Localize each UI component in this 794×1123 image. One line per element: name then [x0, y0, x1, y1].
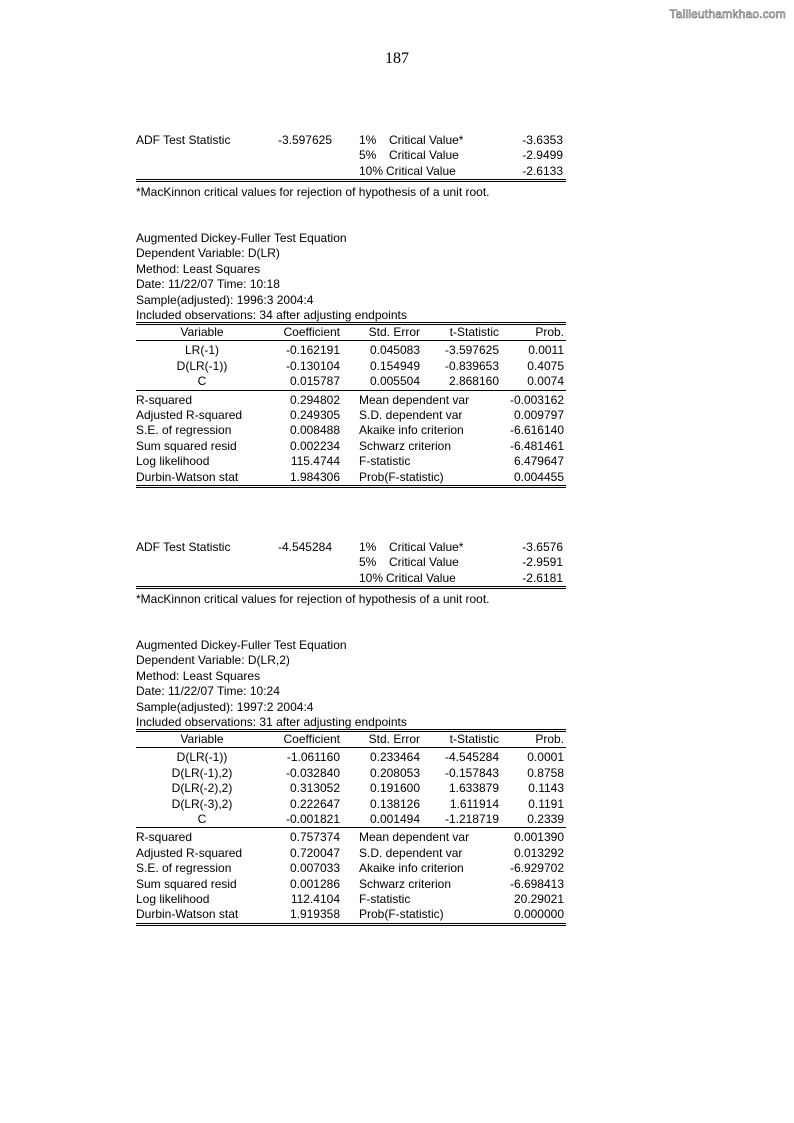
- stat-label: S.E. of regression: [136, 423, 232, 438]
- tstat-cell: -4.545284: [444, 750, 499, 765]
- tstat-cell: -0.157843: [444, 765, 499, 780]
- stat-value: 115.4744: [290, 454, 340, 469]
- stat-value: -0.003162: [509, 392, 564, 407]
- stat-label: Adjusted R-squared: [136, 845, 243, 860]
- stat-label: F-statistic: [359, 454, 411, 469]
- table-row: [136, 359, 566, 374]
- stat-value: -6.929702: [509, 861, 564, 876]
- header-line: Dependent Variable: D(LR): [136, 246, 280, 261]
- stat-label: Mean dependent var: [359, 830, 470, 845]
- crit-value: -3.6576: [522, 540, 563, 554]
- stat-value: 0.013292: [513, 845, 564, 860]
- crit-label: Critical Value*: [389, 540, 464, 554]
- stat-value: -6.616140: [509, 423, 564, 438]
- stat-value: 0.004455: [513, 469, 564, 484]
- page-number: 187: [385, 50, 409, 67]
- variable-cell: D(LR(-1)): [176, 750, 228, 765]
- stderr-cell: 0.045083: [369, 343, 420, 358]
- crit-label: Critical Value: [389, 148, 459, 163]
- variable-cell: D(LR(-1),2): [171, 765, 233, 780]
- crit-pct: 10%: [359, 570, 384, 585]
- col-header: Std. Error: [368, 732, 420, 746]
- stat-label: Durbin-Watson stat: [136, 907, 239, 922]
- stderr-cell: 0.154949: [369, 358, 420, 373]
- crit-label: Critical Value: [386, 163, 456, 178]
- header-line: Included observations: 31 after adjusting endpoints: [136, 714, 407, 729]
- coef-cell: 0.015787: [289, 374, 340, 389]
- stat-value: 6.479647: [513, 454, 564, 469]
- col-header: t-Statistic: [449, 732, 499, 746]
- coef-cell: -0.162191: [285, 343, 340, 358]
- prob-cell: 0.1143: [528, 781, 564, 796]
- stat-value: 0.008488: [289, 423, 340, 438]
- stat-value: 0.001390: [513, 830, 564, 845]
- stat-label: R-squared: [136, 830, 193, 845]
- crit-label: Critical Value: [389, 555, 459, 570]
- crit-pct: 10%: [359, 163, 384, 178]
- stat-label: Durbin-Watson stat: [136, 469, 239, 484]
- stderr-cell: 0.191600: [369, 781, 420, 796]
- table-row: [136, 797, 566, 812]
- crit-value: -2.9499: [522, 148, 563, 163]
- watermark-text: Tailieuthamkhao.com: [669, 7, 786, 21]
- col-header: Coefficient: [283, 732, 340, 746]
- stat-label: Akaike info criterion: [359, 423, 464, 438]
- stat-value: -6.481461: [509, 438, 564, 453]
- stat-label: Adjusted R-squared: [136, 407, 243, 422]
- equation-1-table: [136, 322, 566, 488]
- stat-value: 20.29021: [513, 891, 564, 906]
- col-header: Prob.: [535, 732, 564, 746]
- adf-stat: -4.545284: [277, 540, 332, 554]
- stat-value: 0.002234: [289, 438, 340, 453]
- coef-cell: 0.222647: [289, 796, 340, 811]
- prob-cell: 0.0074: [527, 374, 564, 389]
- crit-label: Critical Value*: [389, 133, 464, 147]
- stat-label: Prob(F-statistic): [359, 907, 444, 922]
- adf-test-2: [136, 540, 566, 589]
- col-header: Coefficient: [283, 325, 340, 339]
- header-line: Date: 11/22/07 Time: 10:24: [136, 684, 280, 699]
- stat-label: Log likelihood: [136, 454, 210, 469]
- header-line: Date: 11/22/07 Time: 10:18: [136, 277, 280, 292]
- stat-value: 0.001286: [289, 876, 340, 891]
- adf-note: *MacKinnon critical values for rejection of hypothesis of a unit root.: [136, 185, 490, 199]
- header-line: Method: Least Squares: [136, 668, 261, 683]
- stat-value: 1.984306: [289, 469, 340, 484]
- crit-pct: 1%: [359, 540, 377, 554]
- variable-cell: D(LR(-3),2): [171, 796, 233, 811]
- stat-value: -6.698413: [509, 876, 564, 891]
- table-header-row: [136, 732, 566, 748]
- header-line: Sample(adjusted): 1997:2 2004:4: [136, 699, 314, 714]
- col-header: t-Statistic: [449, 325, 499, 339]
- col-header: Prob.: [535, 325, 564, 339]
- variable-cell: LR(-1): [184, 343, 219, 358]
- stat-value: 0.757374: [289, 830, 340, 845]
- stat-label: Schwarz criterion: [359, 876, 452, 891]
- stat-label: S.E. of regression: [136, 861, 232, 876]
- stats-block: [136, 393, 566, 488]
- crit-value: -2.9591: [522, 555, 563, 570]
- coef-cell: -0.001821: [285, 811, 340, 826]
- coef-cell: -0.032840: [285, 765, 340, 780]
- stat-label: S.D. dependent var: [359, 407, 463, 422]
- table-row: [136, 766, 566, 781]
- equation-1-header: [136, 231, 566, 323]
- stat-label: Sum squared resid: [136, 876, 237, 891]
- stat-label: R-squared: [136, 392, 193, 407]
- crit-value: -3.6353: [522, 133, 563, 147]
- header-line: Method: Least Squares: [136, 261, 261, 276]
- tstat-cell: 1.611914: [449, 796, 499, 811]
- coef-cell: 0.313052: [289, 781, 340, 796]
- stat-label: Log likelihood: [136, 891, 210, 906]
- equation-2-header: [136, 638, 566, 730]
- variable-cell: D(LR(-2),2): [171, 781, 233, 796]
- tstat-cell: 1.633879: [448, 781, 499, 796]
- adf-stat: -3.597625: [277, 133, 332, 147]
- stat-value: 0.720047: [289, 845, 340, 860]
- coef-cell: -0.130104: [285, 358, 340, 373]
- stat-value: 0.000000: [513, 907, 564, 922]
- variable-cell: C: [197, 811, 207, 826]
- equation-2-table: [136, 729, 566, 926]
- tstat-cell: -1.218719: [444, 811, 499, 826]
- stderr-cell: 0.138126: [369, 796, 420, 811]
- header-line: Augmented Dickey-Fuller Test Equation: [136, 231, 347, 245]
- stat-value: 112.4104: [290, 891, 340, 906]
- col-header: Variable: [180, 325, 224, 339]
- header-line: Augmented Dickey-Fuller Test Equation: [136, 638, 347, 652]
- stderr-cell: 0.208053: [369, 765, 420, 780]
- header-line: Dependent Variable: D(LR,2): [136, 653, 290, 668]
- header-line: Included observations: 34 after adjusting endpoints: [136, 307, 407, 322]
- stderr-cell: 0.233464: [369, 750, 420, 765]
- header-line: Sample(adjusted): 1996:3 2004:4: [136, 292, 314, 307]
- stat-label: F-statistic: [359, 891, 411, 906]
- stats-block: [136, 830, 566, 925]
- stat-value: 0.294802: [289, 392, 340, 407]
- stat-label: Sum squared resid: [136, 438, 237, 453]
- tstat-cell: -3.597625: [444, 343, 499, 358]
- adf-label: ADF Test Statistic: [136, 540, 231, 554]
- variable-cell: D(LR(-1)): [176, 358, 228, 373]
- adf-note: *MacKinnon critical values for rejection of hypothesis of a unit root.: [136, 592, 490, 606]
- crit-value: -2.6133: [522, 163, 563, 178]
- tstat-cell: 2.868160: [448, 374, 499, 389]
- tstat-cell: -0.839653: [444, 358, 499, 373]
- stat-value: 1.919358: [289, 907, 340, 922]
- stat-value: 0.009797: [513, 407, 564, 422]
- prob-cell: 0.0001: [527, 750, 564, 765]
- table-row: [136, 781, 566, 796]
- stat-label: Prob(F-statistic): [359, 469, 444, 484]
- table-row: [136, 374, 566, 390]
- table-row: [136, 750, 566, 765]
- col-header: Std. Error: [368, 325, 420, 339]
- table-header-row: [136, 325, 566, 341]
- variable-cell: C: [197, 374, 207, 389]
- stat-value: 0.249305: [289, 407, 340, 422]
- crit-pct: 5%: [359, 555, 377, 570]
- col-header: Variable: [180, 732, 224, 746]
- prob-cell: 0.1191: [528, 796, 564, 811]
- stderr-cell: 0.005504: [369, 374, 420, 389]
- prob-cell: 0.0011: [528, 343, 564, 358]
- adf-test-1: [136, 133, 566, 182]
- stat-label: Akaike info criterion: [359, 861, 464, 876]
- crit-value: -2.6181: [522, 570, 563, 585]
- prob-cell: 0.4075: [527, 358, 564, 373]
- table-row: [136, 343, 566, 358]
- crit-label: Critical Value: [386, 570, 456, 585]
- table-row: [136, 812, 566, 828]
- stat-value: 0.007033: [289, 861, 340, 876]
- coef-cell: -1.061160: [286, 750, 340, 765]
- prob-cell: 0.8758: [527, 765, 564, 780]
- prob-cell: 0.2339: [527, 811, 564, 826]
- stat-label: S.D. dependent var: [359, 845, 463, 860]
- adf-label: ADF Test Statistic: [136, 133, 231, 147]
- crit-pct: 1%: [359, 133, 377, 147]
- stat-label: Schwarz criterion: [359, 438, 452, 453]
- stderr-cell: 0.001494: [369, 811, 420, 826]
- crit-pct: 5%: [359, 148, 377, 163]
- stat-label: Mean dependent var: [359, 392, 470, 407]
